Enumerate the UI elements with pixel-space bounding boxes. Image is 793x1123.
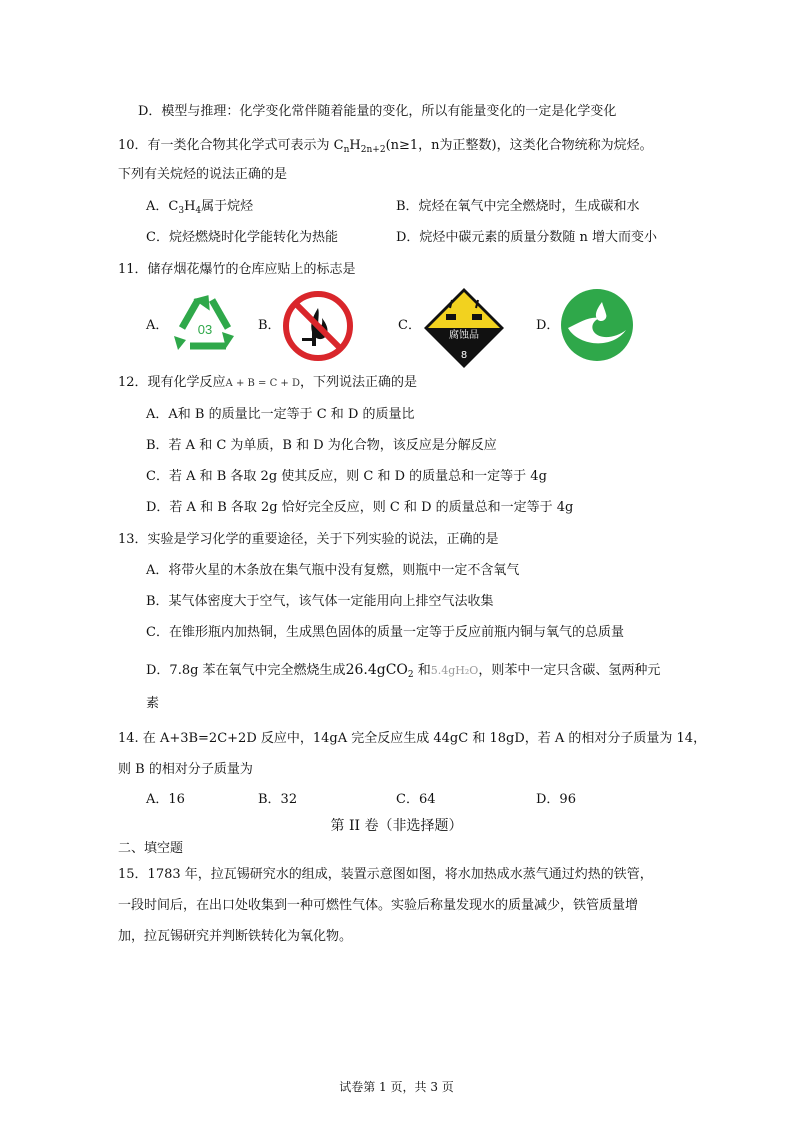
recycle-icon <box>168 292 242 358</box>
q11-label-d: D． <box>536 318 560 333</box>
corrosive-icon <box>422 286 506 370</box>
no-fire-icon <box>282 290 354 362</box>
q10-stem-line2: 下列有关烷烃的说法正确的是 <box>118 167 288 182</box>
q13-option-a: A．将带火星的木条放在集气瓶中没有复燃，则瓶中一定不含氧气 <box>146 563 520 578</box>
q12-equation: A + B = C + D <box>225 378 300 389</box>
q15-line1: 15．1783 年，拉瓦锡研究水的组成，装置示意图如图，将水加热成水蒸气通过灼热的铁管， <box>118 867 653 882</box>
q10-option-b: B．烷烃在氧气中完全燃烧时，生成碳和水 <box>396 199 640 214</box>
q13-option-c: C．在锥形瓶内加热铜，生成黑色固体的质量一定等于反应前瓶内铜与氧气的总质量 <box>146 625 624 640</box>
q15-line3: 加，拉瓦锡研究并判断铁转化为氧化物。 <box>118 929 353 944</box>
section-heading: 二、填空题 <box>118 841 184 856</box>
q11-label-b: B． <box>258 318 281 333</box>
q11-label-c: C． <box>398 318 421 333</box>
q12-option-c: C．若 A 和 B 各取 2g 使其反应，则 C 和 D 的质量总和一定等于 4g <box>146 469 547 484</box>
q14-option-b: B．32 <box>258 792 298 807</box>
q14-option-a: A．16 <box>146 792 185 807</box>
q12-stem: 12．现有化学反应A + B = C + D，下列说法正确的是 <box>118 375 418 390</box>
q10-stem-line1: 10．有一类化合物其化学式可表示为 $C_nH_{2n+2}(n\ge 1$，n为正整数)，这类化合物统称为烷烃。 <box>118 138 653 155</box>
corrosive-class: 8 <box>460 350 468 361</box>
q12-option-a: A．A和 B 的质量比一定等于 C 和 D 的质量比 <box>146 407 415 422</box>
q9-option-d: D．模型与推理：化学变化常伴随着能量的变化，所以有能量变化的一定是化学变化 <box>138 104 617 119</box>
q10-option-d: D．烷烃中碳元素的质量分数随 n 增大而变小 <box>396 230 658 245</box>
q14-option-d: D．96 <box>536 792 576 807</box>
q12-option-d: D．若 A 和 B 各取 2g 恰好完全反应，则 C 和 D 的质量总和一定等于 4g <box>146 500 574 515</box>
q13-h2o-faint: 5.4gH₂O <box>430 664 479 677</box>
q15-line2: 一段时间后，在出口处收集到一种可燃性气体。实验后称量发现水的质量减少，铁管质量增 <box>118 898 639 913</box>
q13-option-d-cont: 素 <box>146 696 160 711</box>
q14-stem-line1: 14. 在 A+3B=2C+2D 反应中，14gA 完全反应生成 44gC 和 18gD，若 A 的相对分子质量为 14， <box>118 731 707 746</box>
q13-stem: 13．实验是学习化学的重要途径，关于下列实验的说法，正确的是 <box>118 532 499 547</box>
recycle-number: 03 <box>197 322 213 337</box>
q11-label-a: A． <box>146 318 169 333</box>
page-footer: 试卷第 1 页，共 3 页 <box>339 1080 454 1094</box>
q10-option-a: A．$C_3H_4$属于烷烃 <box>146 199 254 216</box>
section-title: 第 II 卷（非选择题） <box>330 818 463 834</box>
q13-option-b: B．某气体密度大于空气，该气体一定能用向上排空气法收集 <box>146 594 494 609</box>
q12-option-b: B．若 A 和 C 为单质，B 和 D 为化合物，该反应是分解反应 <box>146 438 497 453</box>
q14-stem-line2: 则 B 的相对分子质量为 <box>118 762 253 777</box>
q11-stem: 11．储存烟花爆竹的仓库应贴上的标志是 <box>118 262 356 277</box>
q13-option-d: D．7.8g 苯在氧气中完全燃烧生成26.4gCO$_2$ 和5.4gH₂O，则苯中一定只含碳、氢两种元 <box>146 662 661 680</box>
q10-option-c: C．烷烃燃烧时化学能转化为热能 <box>146 230 338 245</box>
corrosive-label: 腐蚀品 <box>449 330 479 341</box>
water-drop-icon <box>560 288 634 362</box>
q14-option-c: C．64 <box>396 792 436 807</box>
